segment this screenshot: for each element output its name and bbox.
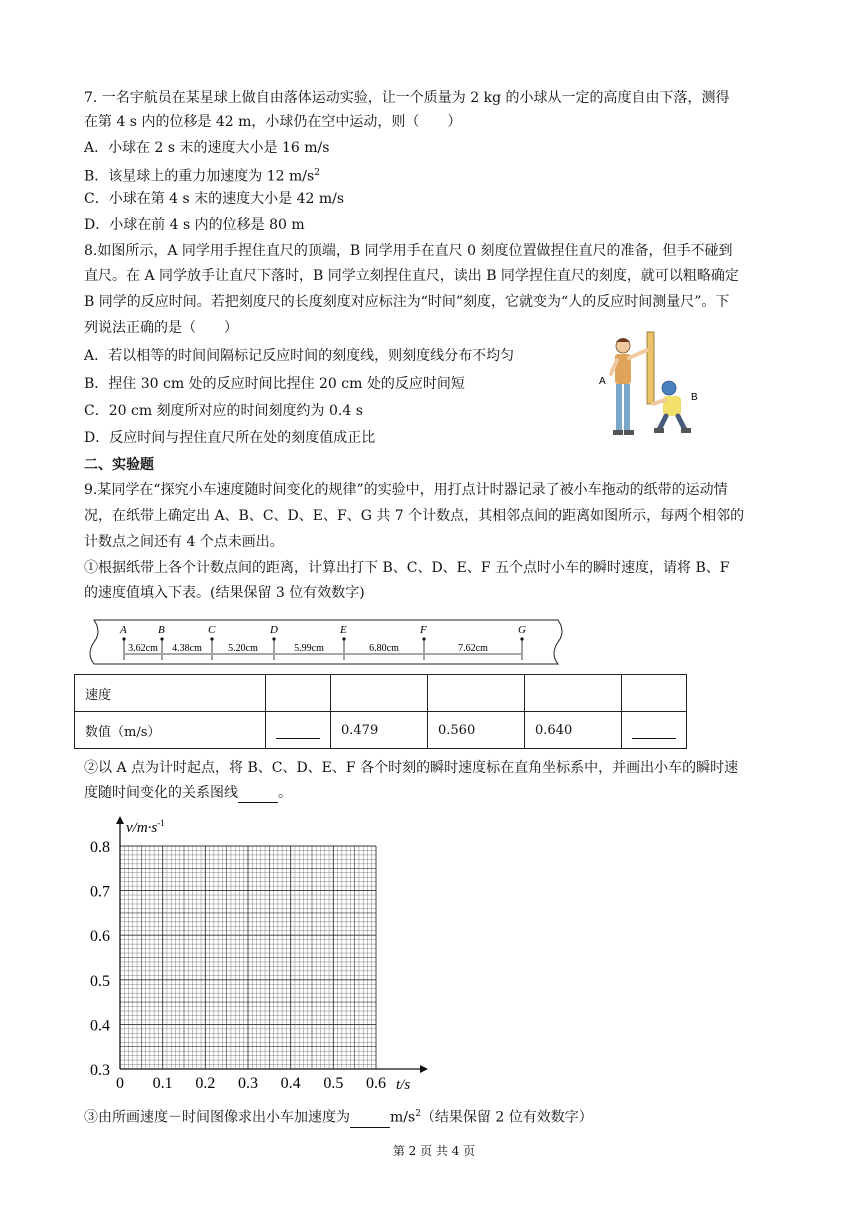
- answer-blank-acceleration[interactable]: [350, 1113, 390, 1128]
- x-tick-label: 0.1: [152, 1075, 173, 1092]
- x-axis-arrow: [420, 1065, 428, 1073]
- tape-distance-label: 4.38cm: [172, 643, 202, 654]
- table-cell: [266, 675, 331, 712]
- q9-stem-line1: 9.某同学在“探究小车速度随时间变化的规律”的实验中，用打点计时器记录了被小车拖动的纸带的运动情: [84, 482, 728, 498]
- q9-stem-line3: 计数点之间还有 4 个点未画出。: [84, 534, 284, 550]
- x-tick-label: 0.6: [366, 1075, 386, 1092]
- y-tick-label: 0.3: [90, 1062, 110, 1079]
- answer-blank-b[interactable]: [276, 722, 320, 739]
- q9-part2-line2: [84, 783, 292, 803]
- tape-distance-label: 5.20cm: [228, 643, 258, 654]
- answer-blank-graph[interactable]: [238, 788, 278, 803]
- table-cell: [428, 675, 525, 712]
- tape-point-label: B: [158, 624, 165, 636]
- q8-option-b: B．捏住 30 cm 处的反应时间比捏住 20 cm 处的反应时间短: [84, 376, 465, 392]
- q7-option-a: A．小球在 2 s 末的速度大小是 16 m/s: [84, 140, 330, 156]
- table-cell-e: 0.640: [525, 712, 622, 749]
- graph-y-label: [126, 818, 165, 836]
- page-footer: 第 2 页 共 4 页: [392, 1144, 476, 1158]
- q8-option-d: D．反应时间与捏住直尺所在处的刻度值成正比: [84, 430, 376, 446]
- table-cell-b[interactable]: [266, 712, 331, 749]
- table-header-row: [75, 675, 687, 712]
- tape-distance-label: 7.62cm: [458, 643, 488, 654]
- q9-part2-text: 度随时间变化的关系图线: [84, 785, 238, 801]
- q9-part3-unit: m/s: [390, 1109, 416, 1126]
- q9-part3: [84, 1104, 593, 1128]
- x-tick-label: 0.2: [195, 1075, 216, 1092]
- q8-stem-line4: 列说法正确的是（ ）: [84, 320, 238, 336]
- q9-part3-unit-sup: 2: [415, 1109, 421, 1119]
- x-tick-label: 0: [116, 1075, 124, 1092]
- tape-point-label: C: [208, 624, 216, 636]
- tape-point-label: G: [518, 624, 526, 636]
- q8-stem-line1: 8.如图所示，A 同学用手捏住直尺的顶端，B 同学用手在直尺 0 刻度位置做捏住直尺的准备，但手不碰到: [84, 243, 733, 259]
- q9-part1-line1: ①根据纸带上各个计数点间的距离，计算出打下 B、C、D、E、F 五个点时小车的瞬时速度，请将 B、F: [84, 560, 730, 576]
- q8-stem-line2: 直尺。在 A 同学放手让直尺下落时，B 同学立刻捏住直尺，读出 B 同学捏住直尺的刻度，就可以粗略确定: [84, 268, 739, 284]
- q7-stem-line2: 在第 4 s 内的位移是 42 m，小球仍在空中运动，则（ ）: [84, 114, 462, 130]
- q7-option-d: D．小球在前 4 s 内的位移是 80 m: [84, 217, 305, 233]
- q7-option-b-sup: 2: [314, 168, 320, 178]
- y-tick-label: 0.6: [90, 928, 110, 946]
- q9-part3-prefix: ③由所画速度－时间图像求出小车加速度为: [84, 1109, 350, 1126]
- table-cell-d: 0.560: [428, 712, 525, 749]
- y-tick-label: 0.4: [90, 1017, 110, 1035]
- tape-point-label: D: [270, 624, 278, 636]
- table-header-cell: 速度: [75, 675, 266, 712]
- y-tick-label: 0.5: [90, 972, 110, 990]
- q8-option-c: C．20 cm 刻度所对应的时间刻度约为 0.4 s: [84, 403, 363, 419]
- graph-tick-labels: [90, 839, 386, 1092]
- q9-stem-line2: 况，在纸带上确定出 A、B、C、D、E、F、G 共 7 个计数点，其相邻点间的距离如图所示，每两个相邻的: [84, 508, 745, 524]
- y-tick-label: 0.8: [90, 839, 110, 856]
- table-cell: [331, 675, 428, 712]
- tape-distance-label: 5.99cm: [294, 643, 324, 654]
- table-row-label: 数值（m/s）: [75, 712, 266, 749]
- graph-grid: [120, 846, 376, 1069]
- q8-option-a: A．若以相等的时间间隔标记反应时间的刻度线，则刻度线分布不均匀: [84, 348, 515, 364]
- table-cell-c: 0.479: [331, 712, 428, 749]
- y-tick-label: 0.7: [90, 883, 110, 901]
- x-tick-label: 0.3: [238, 1075, 258, 1092]
- q9-part1-line2: 的速度值填入下表。(结果保留 3 位有效数字): [84, 585, 365, 601]
- tape-distance-label: 6.80cm: [369, 643, 399, 654]
- q7-option-c: C．小球在第 4 s 末的速度大小是 42 m/s: [84, 191, 345, 207]
- q7-stem-line1: 7. 一名宇航员在某星球上做自由落体运动实验，让一个质量为 2 kg 的小球从一定的高度自由下落，测得: [84, 90, 730, 106]
- y-axis-arrow: [116, 816, 124, 824]
- q7-option-b-text: B．该星球上的重力加速度为 12 m/s: [84, 168, 315, 185]
- tape-distance-label: 3.62cm: [128, 643, 158, 654]
- table-cell: [525, 675, 622, 712]
- tape-point-label: F: [420, 624, 427, 636]
- q8-stem-line3: B 同学的反应时间。若把刻度尺的长度刻度对应标注为“时间”刻度，它就变为“人的反应时间测量尺”。下: [84, 294, 730, 310]
- velocity-table: [74, 674, 687, 749]
- velocity-time-graph: [88, 814, 428, 1094]
- reaction-ruler-illustration: [595, 330, 705, 440]
- table-value-row: [75, 712, 687, 749]
- section-title: 二、实验题: [84, 457, 154, 473]
- tape-point-label: E: [340, 624, 347, 636]
- x-tick-label: 0.5: [323, 1075, 344, 1092]
- q7-option-b: [84, 163, 320, 187]
- table-cell-f[interactable]: [622, 712, 687, 749]
- answer-blank-f[interactable]: [632, 722, 676, 739]
- graph-y-label-sup: -1: [157, 818, 165, 828]
- q9-part2-line1: ②以 A 点为计时起点，将 B、C、D、E、F 各个时刻的瞬时速度标在直角坐标系中，并画出小车的瞬时速: [84, 760, 739, 776]
- q9-part3-suffix: （结果保留 2 位有效数字）: [420, 1109, 593, 1126]
- x-tick-label: 0.4: [280, 1075, 301, 1092]
- paper-tape-diagram: [84, 614, 566, 670]
- graph-x-label: t/s: [396, 1077, 411, 1093]
- graph-y-label-text: v/m·s: [126, 820, 158, 836]
- table-cell: [622, 675, 687, 712]
- person-a-label: A: [599, 376, 606, 387]
- tape-point-label: A: [120, 624, 127, 636]
- q9-part2-end: 。: [278, 785, 292, 801]
- person-b-label: B: [691, 392, 698, 403]
